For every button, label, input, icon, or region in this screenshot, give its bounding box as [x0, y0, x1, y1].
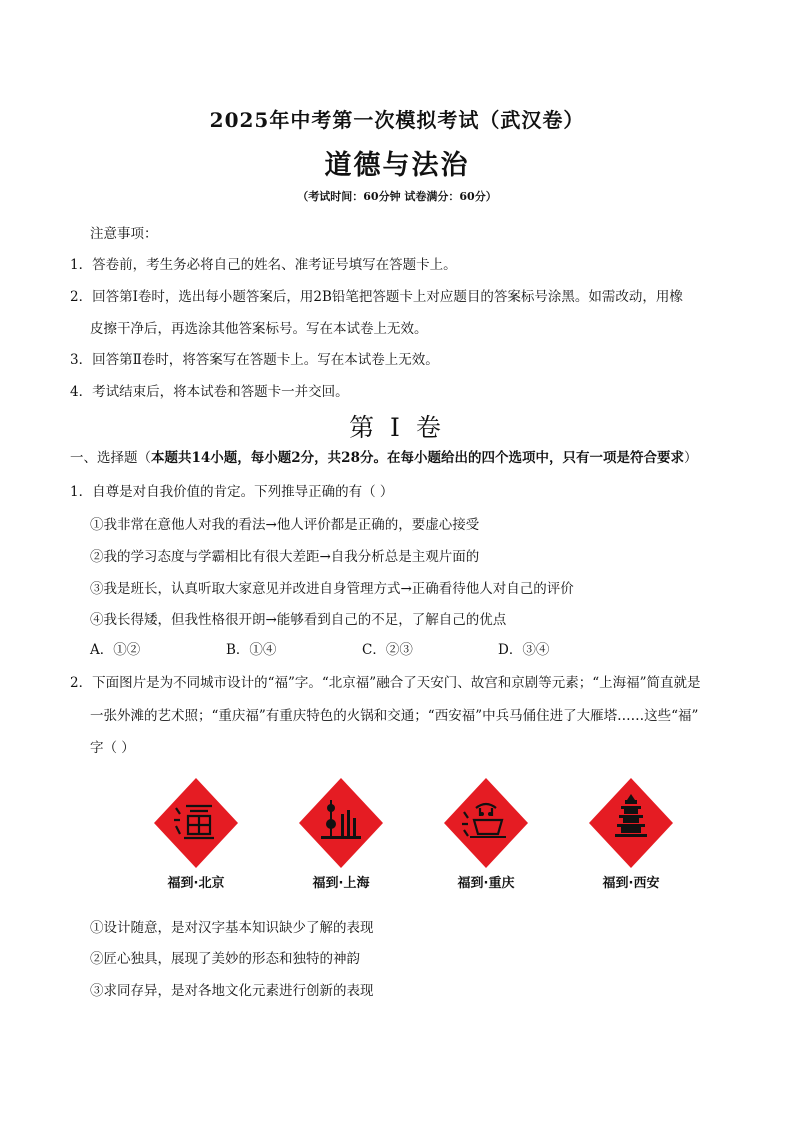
q1-statement: ①我非常在意他人对我的看法→他人评价都是正确的，要虚心接受	[90, 517, 480, 533]
section-heading-instructions: 本题共14小题，每小题2分，共28分。在每小题给出的四个选项中，只有一项是符合要求	[151, 450, 684, 466]
question-2-stem-continued: 字（ ）	[90, 740, 135, 756]
fu-figure-xian	[581, 778, 681, 891]
red-diamond-chongqing	[444, 778, 528, 868]
q1-options	[90, 638, 634, 658]
q2-statement: ②匠心独具，展现了美妙的形态和独特的神韵	[90, 951, 360, 967]
question-2-stem-continued: 一张外滩的艺术照；“重庆福”有重庆特色的火锅和交通；“西安福”中兵马俑住进了大雁塔……这些“福”	[90, 708, 699, 724]
fu-shanghai-image	[291, 778, 391, 868]
fu-xian-image	[581, 778, 681, 868]
q1-statement: ④我长得矮，但我性格很开朗→能够看到自己的不足，了解自己的优点	[90, 612, 507, 628]
notice-item: 1．答卷前，考生务必将自己的姓名、准考证号填写在答题卡上。	[70, 257, 457, 273]
section-heading-prefix: 一、选择题（	[70, 450, 151, 466]
notice-heading: 注意事项：	[90, 226, 158, 242]
q2-statement: ③求同存异，是对各地文化元素进行创新的表现	[90, 983, 374, 999]
fu-beijing-image	[146, 778, 246, 868]
exam-info: （考试时间：60分钟 试卷满分：60分）	[297, 190, 497, 203]
fu-figure-chongqing	[436, 778, 536, 891]
red-diamond-beijing	[154, 778, 238, 868]
q1-statement: ③我是班长，认真听取大家意见并改进自身管理方式→正确看待他人对自己的评价	[90, 581, 574, 597]
notice-item-continued: 皮擦干净后，再选涂其他答案标号。写在本试卷上无效。	[90, 321, 428, 337]
q2-statement: ①设计随意，是对汉字基本知识缺少了解的表现	[90, 920, 374, 936]
q1-option-a[interactable]: A．①②	[90, 642, 141, 658]
question-2-stem: 2．下面图片是为不同城市设计的“福”字。“北京福”融合了天安门、故宫和京剧等元素；“上海福”简直就是	[70, 675, 701, 691]
fu-figure-beijing	[146, 778, 246, 891]
section-title: 第 I 卷	[349, 413, 445, 442]
notice-item: 4．考试结束后，将本试卷和答题卡一并交回。	[70, 384, 349, 400]
section-heading-suffix: ）	[683, 450, 698, 466]
notice-item: 3．回答第Ⅱ卷时，将答案写在答题卡上。写在本试卷上无效。	[70, 352, 439, 368]
fu-caption-chongqing: 福到·重庆	[457, 876, 515, 891]
fu-caption-beijing: 福到·北京	[167, 876, 225, 891]
exam-title: 2025年中考第一次模拟考试（武汉卷）	[209, 108, 585, 132]
q1-option-c[interactable]: C．②③	[362, 642, 413, 658]
notice-item: 2．回答第Ⅰ卷时，选出每小题答案后，用2B铅笔把答题卡上对应题目的答案标号涂黑。如需改动，用橡	[70, 289, 683, 305]
fu-caption-xian: 福到·西安	[602, 876, 660, 891]
q1-statement: ②我的学习态度与学霸相比有很大差距→自我分析总是主观片面的	[90, 549, 480, 565]
fu-caption-shanghai: 福到·上海	[312, 876, 370, 891]
fu-chongqing-image	[436, 778, 536, 868]
fu-figure-row	[146, 778, 666, 898]
fu-figure-shanghai	[291, 778, 391, 891]
q1-option-d[interactable]: D．③④	[498, 642, 550, 658]
subject-title: 道德与法治	[324, 150, 470, 181]
q1-option-b[interactable]: B．①④	[226, 642, 277, 658]
question-1-stem: 1．自尊是对自我价值的肯定。下列推导正确的有（ ）	[70, 484, 394, 500]
section-heading	[70, 446, 697, 466]
